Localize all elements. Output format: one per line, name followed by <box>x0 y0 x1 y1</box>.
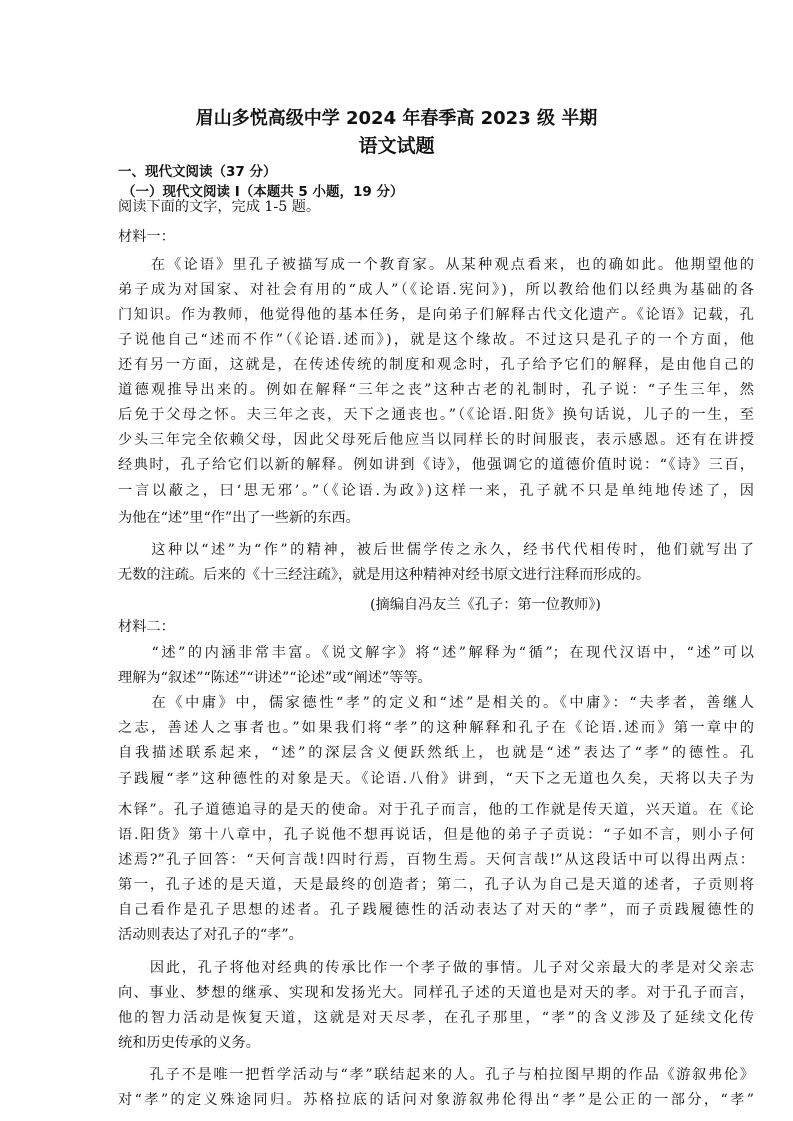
paragraph-line: 因此，孔子将他对经典的传承比作一个孝子做的事情。儿子对父亲最大的孝是对父亲志 <box>118 960 754 976</box>
paragraph-line: 无数的注疏。后来的《十三经注疏》，就是用这种精神对经书原文进行注释而形成的。 <box>118 567 651 583</box>
subsection-heading: （一）现代文阅读 I（本题共 5 小题，19 分） <box>122 184 404 200</box>
paragraph-line: 还有另一方面，这就是，在传述传统的制度和观念时，孔子给予它们的解释，是由他自己的 <box>118 357 754 373</box>
paragraph-line: 为他在“述”里“作”出了一些新的东西。 <box>118 510 360 526</box>
paragraph-line: 木铎”。孔子道德追寻的是天的使命。对于孔子而言，他的工作就是传天道，兴天道。在《论 <box>118 802 754 818</box>
paragraph-line: 自己看作是孔子思想的述者。孔子践履德性的活动表达了对天的“孝”，而子贡践履德性的 <box>118 902 754 918</box>
exam-subject-title: 语文试题 <box>358 135 435 157</box>
paragraph-line: “述”的内涵非常丰富。《说文解字》将“述”解释为“循”；在现代汉语中，“述”可以 <box>118 645 754 661</box>
paragraph-line: 述焉?”孔子回答：“天何言哉!四时行焉，百物生焉。天何言哉!”从这段话中可以得出两点： <box>118 852 754 868</box>
paragraph-line: 对“孝”的定义殊途同归。苏格拉底的话问对象游叙弗伦得出“孝”是公正的一部分，“孝” <box>118 1092 754 1108</box>
paragraph-line: 之志，善述人之事者也。”如果我们将“孝”的这种解释和孔子在《论语.述而》第一章中的 <box>118 720 754 736</box>
paragraph-line: 道德观推导出来的。例如在解释“三年之丧”这种古老的礼制时，孔子说：“子生三年，然 <box>118 382 754 398</box>
section-heading: 一、现代文阅读（37 分） <box>118 164 277 180</box>
paragraph-line: 一言以蔽之，曰‘思无邪’。”（《论语.为政》)这样一来，孔子就不只是单纯地传述了，因 <box>118 483 754 499</box>
paragraph-line: 经典时，孔子给它们以新的解释。例如讲到《诗》，他强调它的道德价值时说：“《诗》三百， <box>118 457 754 473</box>
exam-title: 眉山多悦高级中学 2024 年春季高 2023 级 半期 <box>195 108 598 129</box>
paragraph-line: 孔子不是唯一把哲学活动与“孝”联结起来的人。孔子与柏拉图早期的作品《游叙弗伦》 <box>118 1067 754 1083</box>
material2-label: 材料二： <box>118 619 175 635</box>
paragraph-line: 子践履“孝”这种德性的对象是天。《论语.八佾》讲到，“天下之无道也久矣，天将以夫子为 <box>118 771 754 787</box>
paragraph-line: 在《论语》里孔子被描写成一个教育家。从某种观点看来，也的确如此。他期望他的 <box>118 257 754 273</box>
paragraph-line: 子说他自己“述而不作”（《论语.述而》)，就是这个缘故。不过这只是孔子的一个方面，他 <box>118 332 754 348</box>
paragraph-line: 后免于父母之怀。夫三年之丧，天下之通丧也。”（《论语.阳货》换句话说，儿子的一生，至 <box>118 407 754 423</box>
paragraph-line: 少头三年完全依赖父母，因此父母死后他应当以同样长的时间服丧，表示感恩。还有在讲授 <box>118 432 754 448</box>
paragraph-line: 理解为“叙述”“陈述”“讲述”“论述”或“阐述”等等。 <box>118 670 432 686</box>
material1-source: (摘编自冯友兰《孔子：第一位教师》) <box>370 597 601 613</box>
paragraph-line: 门知识。作为教师，他觉得他的基本任务，是向弟子们解释古代文化遗产。《论语》记载，孔 <box>118 307 754 323</box>
instruction-text: 阅读下面的文字，完成 1-5 题。 <box>118 199 321 215</box>
paragraph-line: 他的智力活动是恢复天道，这就是对天尽孝，在孔子那里，“孝”的含义涉及了延续文化传 <box>118 1010 754 1026</box>
paragraph-line: 统和历史传承的义务。 <box>118 1035 260 1051</box>
paragraph-line: 自我描述联系起来，“述”的深层含义便跃然纸上，也就是“述”表达了“孝”的德性。孔 <box>118 745 754 761</box>
paragraph-line: 语.阳货》第十八章中，孔子说他不想再说话，但是他的弟子子贡说：“子如不言，则小子何 <box>118 827 754 843</box>
paragraph-line: 在《中庸》中，儒家德性“孝”的定义和“述”是相关的。《中庸》：“夫孝者，善继人 <box>118 695 754 711</box>
paragraph-line: 向、事业、梦想的继承、实现和发扬光大。同样孔子述的天道也是对天的孝。对于孔子而言， <box>118 985 754 1001</box>
material1-label: 材料一： <box>118 229 175 245</box>
paragraph-line: 第一，孔子述的是天道，天是最终的创造者；第二，孔子认为自己是天道的述者，子贡则将 <box>118 877 754 893</box>
paragraph-line: 这种以“述”为“作”的精神，被后世儒学传之永久，经书代代相传时，他们就写出了 <box>118 542 754 558</box>
paragraph-line: 活动则表达了对孔子的“孝”。 <box>118 927 303 943</box>
paragraph-line: 弟子成为对国家、对社会有用的“成人”（《论语.宪问》)，所以教给他们以经典为基础的各 <box>118 282 754 298</box>
